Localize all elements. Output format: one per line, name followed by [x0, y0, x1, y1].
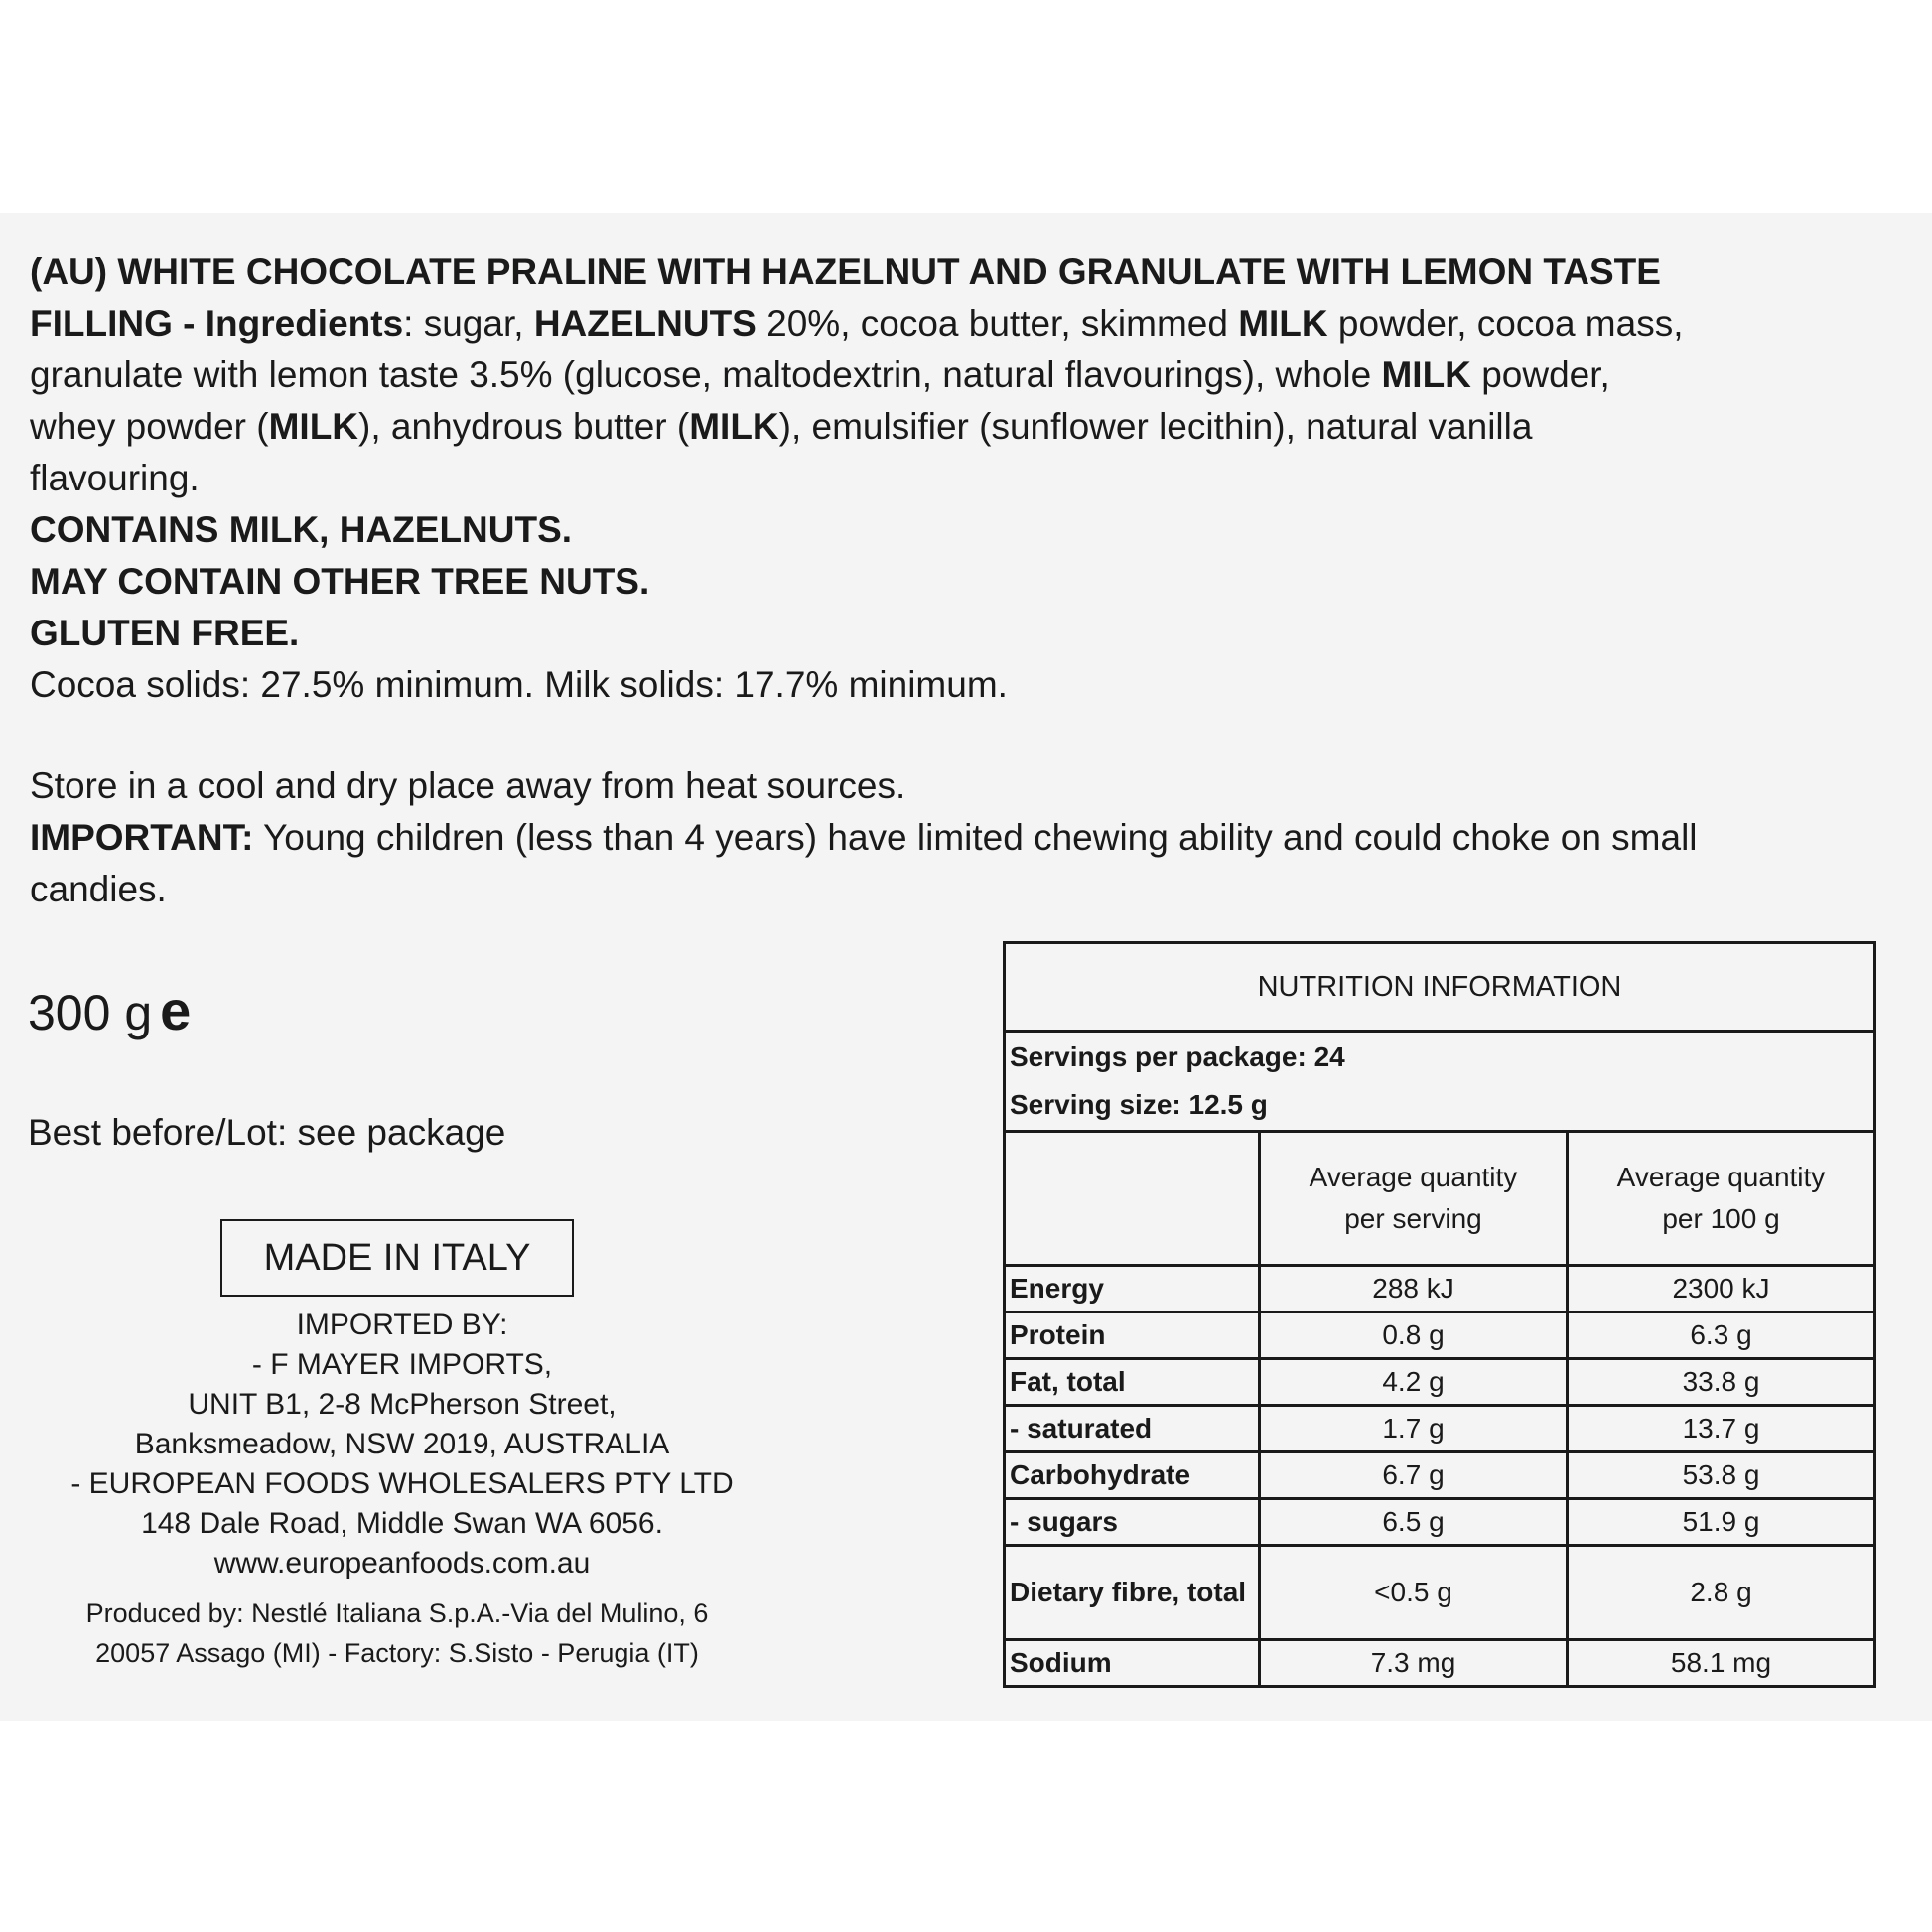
solids-statement: Cocoa solids: 27.5% minimum. Milk solids: 17.7% minimum. — [30, 664, 1008, 705]
nutrient-serving: <0.5 g — [1260, 1546, 1568, 1640]
servings-per-package: Servings per package: 24 — [1010, 1041, 1345, 1072]
importer-line: - F MAYER IMPORTS, — [251, 1348, 553, 1381]
nutrient-serving: 0.8 g — [1260, 1312, 1568, 1359]
ingredients-line: whey powder (MILK), anhydrous butter (MILK), emulsifier (sunflower lecithin), natural vanilla — [30, 406, 1533, 447]
nutrient-serving: 1.7 g — [1260, 1406, 1568, 1452]
storage-instructions: Store in a cool and dry place away from heat sources. — [30, 765, 906, 806]
allergen-contains: CONTAINS MILK, HAZELNUTS. — [30, 509, 573, 550]
nutrient-name: Dietary fibre, total — [1005, 1546, 1260, 1640]
importer-block — [60, 1306, 745, 1584]
nutrient-per100: 51.9 g — [1568, 1499, 1875, 1546]
nutrient-row — [1005, 1406, 1875, 1452]
nutrient-name: Energy — [1005, 1266, 1260, 1312]
importer-line: IMPORTED BY: — [296, 1309, 508, 1341]
producer-block — [40, 1593, 755, 1673]
importer-line: UNIT B1, 2-8 McPherson Street, — [188, 1388, 617, 1421]
nutrient-row — [1005, 1359, 1875, 1406]
nutrient-name: Sodium — [1005, 1640, 1260, 1687]
nutrient-per100: 58.1 mg — [1568, 1640, 1875, 1687]
nutrient-row — [1005, 1266, 1875, 1312]
product-title: (AU) WHITE CHOCOLATE PRALINE WITH HAZELNUT AND GRANULATE WITH LEMON TASTE — [30, 251, 1661, 292]
nutrient-per100: 2300 kJ — [1568, 1266, 1875, 1312]
nutrient-serving: 7.3 mg — [1260, 1640, 1568, 1687]
nutrient-serving: 288 kJ — [1260, 1266, 1568, 1312]
nutrition-title: NUTRITION INFORMATION — [1005, 943, 1875, 1032]
producer-line: 20057 Assago (MI) - Factory: S.Sisto - Perugia (IT) — [95, 1638, 699, 1668]
nutrient-per100: 6.3 g — [1568, 1312, 1875, 1359]
nutrient-row — [1005, 1312, 1875, 1359]
net-weight: 300 g e — [28, 979, 192, 1041]
estimated-sign: e — [160, 979, 192, 1041]
nutrient-row — [1005, 1640, 1875, 1687]
nutrient-row — [1005, 1499, 1875, 1546]
importer-line: - EUROPEAN FOODS WHOLESALERS PTY LTD — [70, 1467, 734, 1500]
nutrient-name: Carbohydrate — [1005, 1452, 1260, 1499]
nutrient-name: Protein — [1005, 1312, 1260, 1359]
gluten-free: GLUTEN FREE. — [30, 613, 300, 653]
allergen-may-contain: MAY CONTAIN OTHER TREE NUTS. — [30, 561, 650, 602]
column-header-100g: Average quantity per 100 g — [1568, 1132, 1875, 1266]
nutrient-name: - sugars — [1005, 1499, 1260, 1546]
nutrient-name: Fat, total — [1005, 1359, 1260, 1406]
best-before: Best before/Lot: see package — [28, 1112, 506, 1153]
importer-line: Banksmeadow, NSW 2019, AUSTRALIA — [134, 1428, 670, 1460]
nutrient-per100: 53.8 g — [1568, 1452, 1875, 1499]
ingredients-line: granulate with lemon taste 3.5% (glucose, maltodextrin, natural flavourings), whole MILK powder, — [30, 354, 1610, 395]
nutrient-row — [1005, 1546, 1875, 1640]
producer-line: Produced by: Nestlé Italiana S.p.A.-Via del Mulino, 6 — [85, 1598, 709, 1628]
importer-line: 148 Dale Road, Middle Swan WA 6056. — [141, 1507, 663, 1540]
column-header-serving: Average quantity per serving — [1260, 1132, 1568, 1266]
made-in-italy-box: MADE IN ITALY — [220, 1219, 574, 1297]
nutrient-row — [1005, 1452, 1875, 1499]
ingredients-block — [30, 246, 1906, 915]
ingredients-line: flavouring. — [30, 458, 200, 498]
nutrition-table — [1003, 941, 1876, 1688]
nutrient-per100: 13.7 g — [1568, 1406, 1875, 1452]
nutrient-per100: 2.8 g — [1568, 1546, 1875, 1640]
serving-info — [1005, 1032, 1875, 1132]
important-warning-cont: candies. — [30, 869, 167, 909]
nutrient-per100: 33.8 g — [1568, 1359, 1875, 1406]
nutrient-serving: 6.7 g — [1260, 1452, 1568, 1499]
important-warning: IMPORTANT: Young children (less than 4 years) have limited chewing ability and could choke on small — [30, 817, 1698, 858]
column-header-blank — [1005, 1132, 1260, 1266]
ingredients-line: FILLING - Ingredients: sugar, HAZELNUTS 20%, cocoa butter, skimmed MILK powder, cocoa mass, — [30, 303, 1684, 344]
importer-website: www.europeanfoods.com.au — [213, 1547, 591, 1580]
nutrient-serving: 6.5 g — [1260, 1499, 1568, 1546]
nutrient-serving: 4.2 g — [1260, 1359, 1568, 1406]
serving-size: Serving size: 12.5 g — [1010, 1089, 1268, 1120]
nutrient-name: - saturated — [1005, 1406, 1260, 1452]
